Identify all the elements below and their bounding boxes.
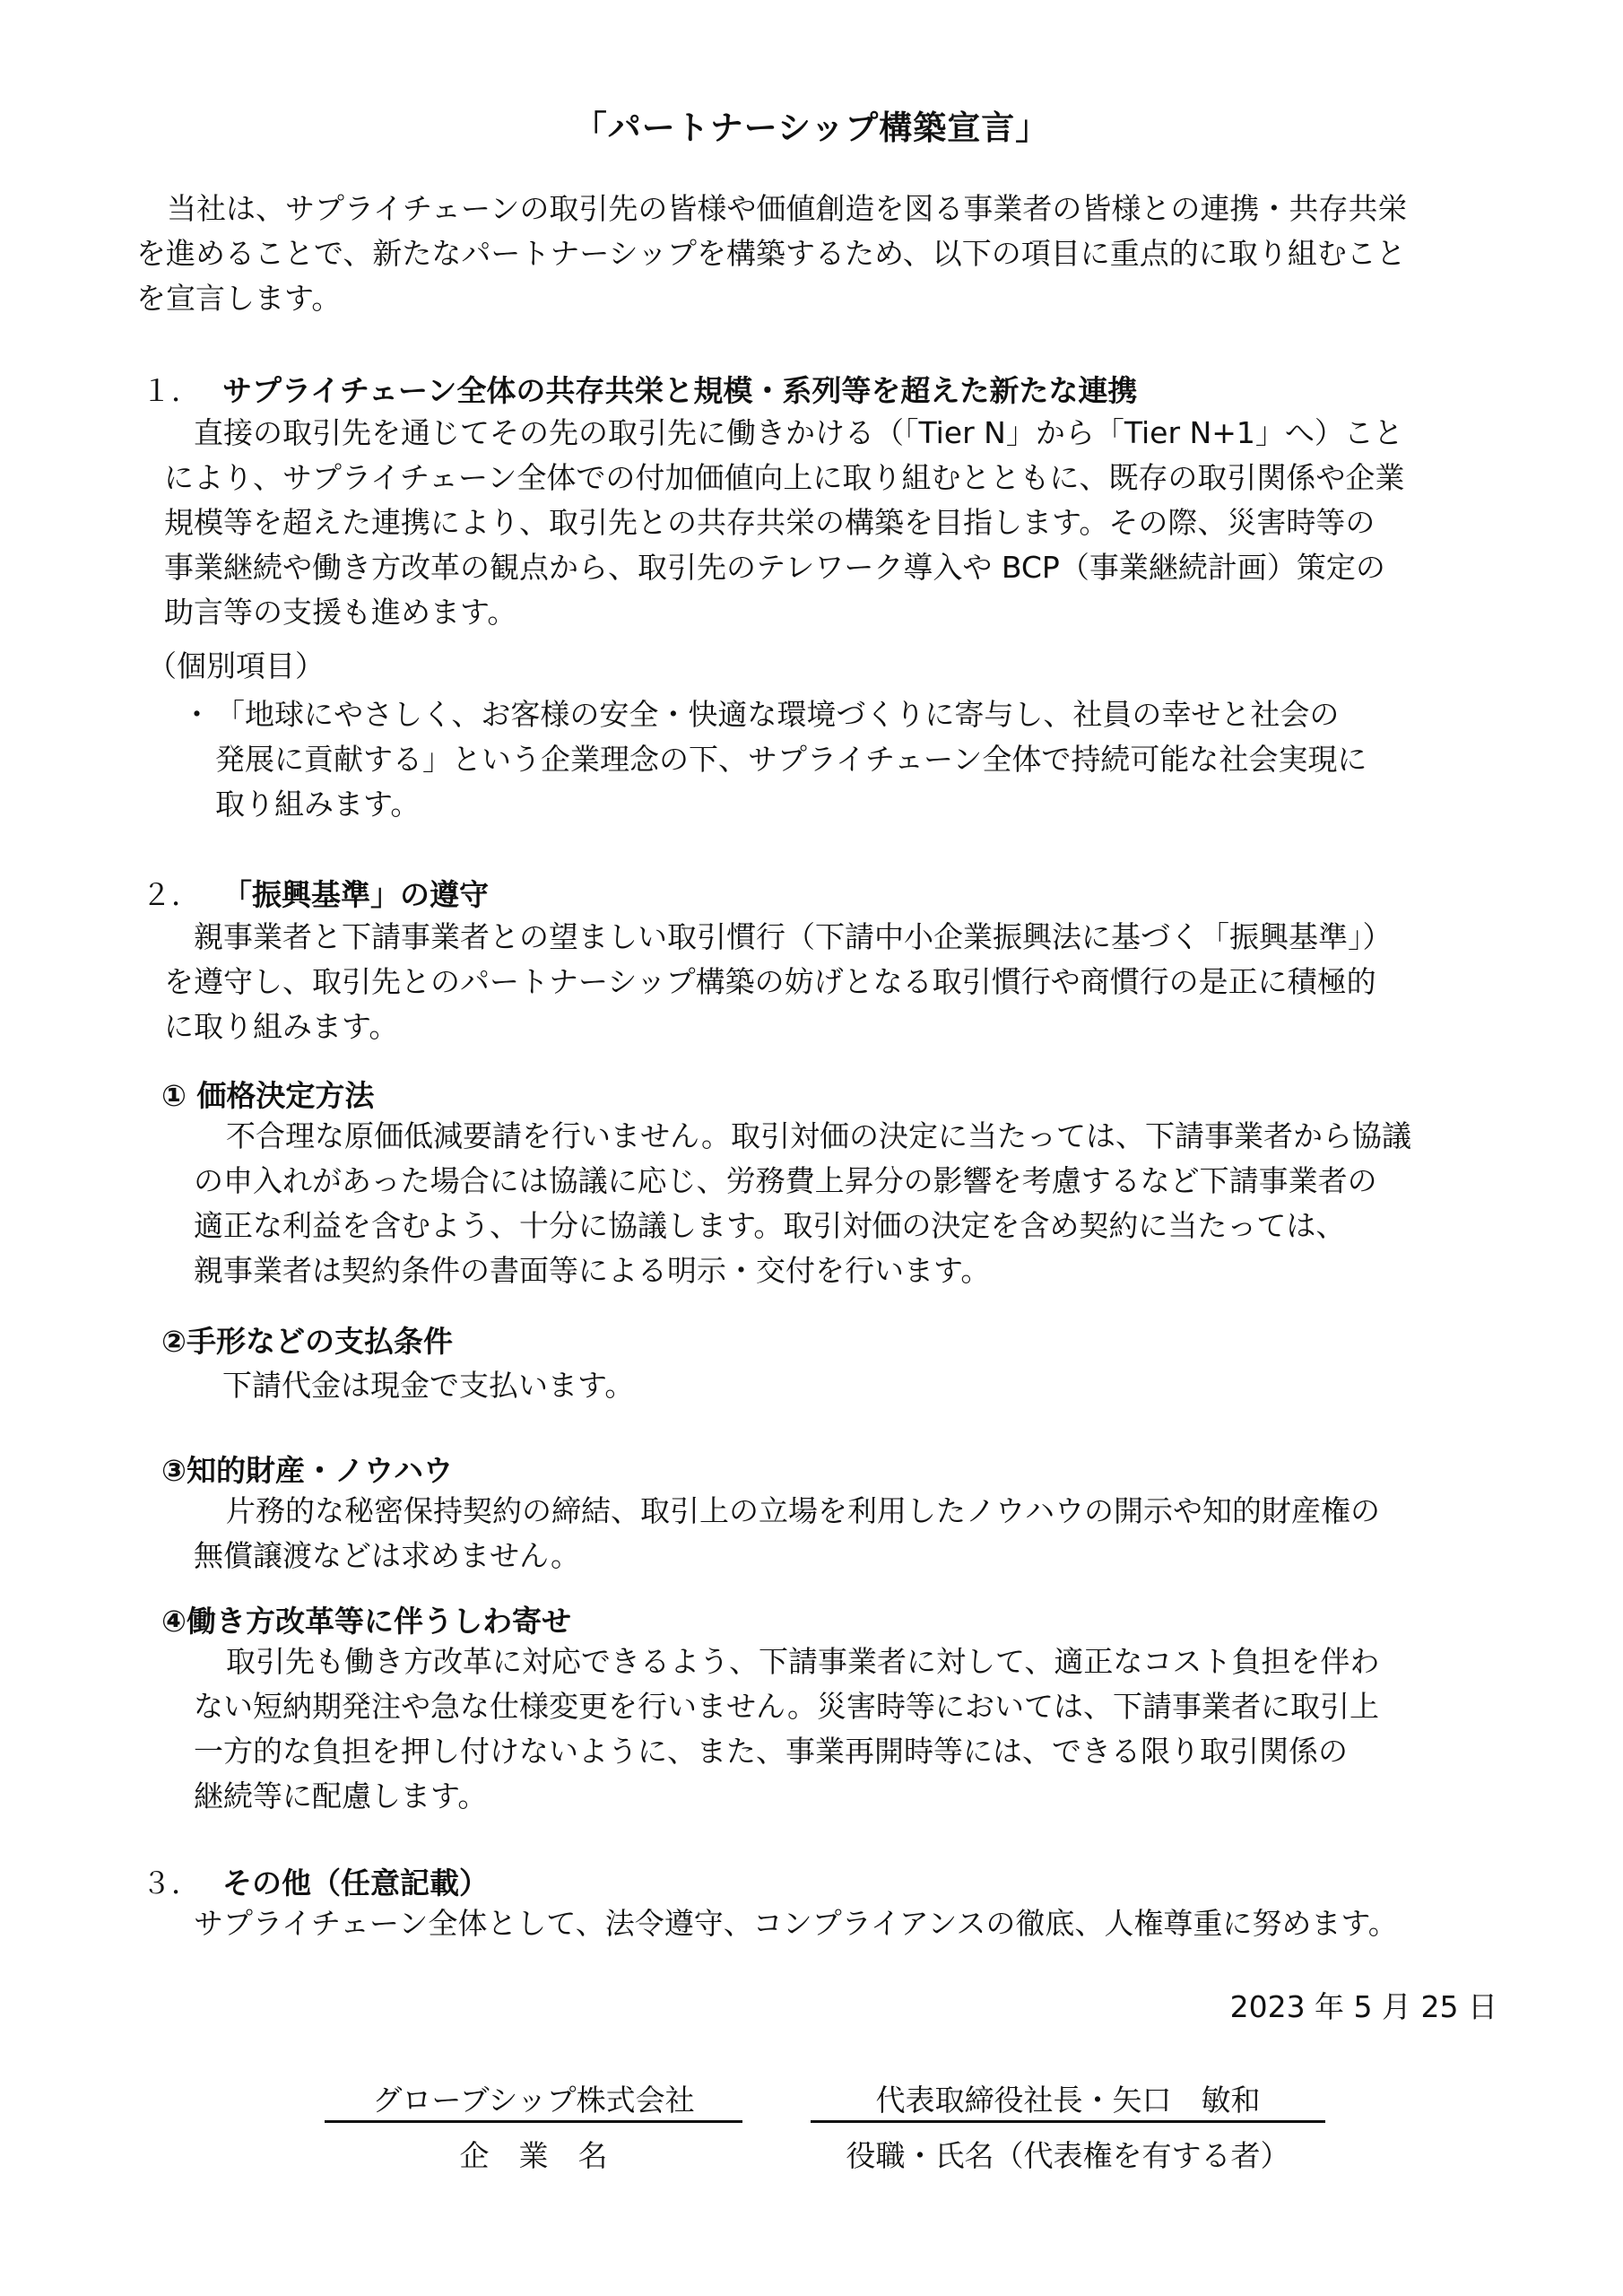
section-1-heading — [142, 368, 1137, 410]
individual-item-line-3: 取り組みます。 — [215, 787, 421, 822]
representative-name: 代表取締役社長・矢口 敏和 — [875, 2083, 1261, 2118]
sub-2-body-1: 下請代金は現金で支払います。 — [222, 1368, 635, 1403]
section-1-number: １． — [142, 373, 201, 408]
representative-underline — [811, 2120, 1325, 2123]
section-1-body-4: 事業継続や働き方改革の観点から、取引先のテレワーク導入や BCP（事業継続計画）策定の — [164, 550, 1385, 585]
individual-items-label: （個別項目） — [147, 648, 325, 683]
section-2-number: ２． — [142, 877, 201, 912]
section-1-title: サプライチェーン全体の共存共栄と規模・系列等を超えた新たな連携 — [222, 373, 1138, 408]
sub-1-body-3: 適正な利益を含むよう、十分に協議します。取引対価の決定を含め契約に当たっては、 — [194, 1208, 1346, 1243]
section-2-body-1: 親事業者と下請事業者との望ましい取引慣行（下請中小企業振興法に基づく「振興基準」） — [194, 919, 1393, 954]
sub-3-heading: ③知的財産・ノウハウ — [161, 1453, 453, 1488]
section-3-number: ３． — [142, 1866, 201, 1900]
individual-item-line-1: 「地球にやさしく、お客様の安全・快適な環境づくりに寄与し、社員の幸せと社会の — [215, 697, 1340, 732]
declaration-date: 2023 年 5 月 25 日 — [1229, 1989, 1497, 2024]
section-1-body-1: 直接の取引先を通じてその先の取引先に働きかける（「Tier N」から「Tier N+1」へ）こと — [194, 415, 1403, 450]
sub-4-body-4: 継続等に配慮します。 — [194, 1779, 488, 1813]
section-1-body-5: 助言等の支援も進めます。 — [164, 595, 517, 630]
section-2-heading — [142, 872, 489, 914]
sub-4-heading: ④働き方改革等に伴うしわ寄せ — [161, 1604, 571, 1639]
sub-1-body-2: の申入れがあった場合には協議に応じ、労務費上昇分の影響を考慮するなど下請事業者の — [194, 1163, 1377, 1198]
sub-3-body-2: 無償譲渡などは求めません。 — [194, 1538, 580, 1573]
sub-4-body-2: ない短納期発注や急な仕様変更を行いません。災害時等においては、下請事業者に取引上 — [194, 1689, 1379, 1724]
section-2-body-3: に取り組みます。 — [164, 1009, 399, 1044]
sub-2-heading: ②手形などの支払条件 — [161, 1324, 453, 1359]
sub-1-heading: ① 価格決定方法 — [161, 1078, 375, 1113]
section-2-title: 「振興基準」の遵守 — [222, 877, 489, 912]
section-3-heading — [142, 1860, 489, 1902]
company-name-underline — [325, 2120, 742, 2123]
section-3-title: その他（任意記載） — [222, 1866, 489, 1900]
intro-text-1: 当社は、サプライチェーンの取引先の皆様や価値創造を図る事業者の皆様との連携・共存共栄 — [167, 191, 1408, 226]
section-1-body-2: により、サプライチェーン全体での付加価値向上に取り組むとともに、既存の取引関係や企業 — [164, 460, 1405, 495]
document-title: 「パートナーシップ構築宣言」 — [573, 109, 1050, 147]
bullet-mark: ・ — [182, 697, 212, 732]
section-1-body-3: 規模等を超えた連携により、取引先との共存共栄の構築を目指します。その際、災害時等の — [164, 505, 1376, 540]
representative-label: 役職・氏名（代表権を有する者） — [846, 2138, 1290, 2173]
sub-1-body-4: 親事業者は契約条件の書面等による明示・交付を行います。 — [194, 1253, 991, 1288]
sub-3-body-1: 片務的な秘密保持契約の締結、取引上の立場を利用したノウハウの開示や知的財産権の — [226, 1493, 1380, 1528]
individual-item-line-2: 発展に貢献する」という企業理念の下、サプライチェーン全体で持続可能な社会実現に — [215, 742, 1367, 777]
company-name: グローブシップ株式会社 — [372, 2083, 695, 2118]
sub-4-body-1: 取引先も働き方改革に対応できるよう、下請事業者に対して、適正なコスト負担を伴わ — [226, 1644, 1380, 1679]
section-3-body-1: サプライチェーン全体として、法令遵守、コンプライアンスの徹底、人権尊重に努めます。 — [194, 1906, 1398, 1941]
intro-line-2: を進めることで、新たなパートナーシップを構築するため、以下の項目に重点的に取り組むこと — [136, 236, 1406, 271]
intro-line-1 — [136, 187, 1407, 231]
section-2-body-2: を遵守し、取引先とのパートナーシップ構築の妨げとなる取引慣行や商慣行の是正に積極的 — [164, 964, 1376, 999]
sub-1-body-1: 不合理な原価低減要請を行いません。取引対価の決定に当たっては、下請事業者から協議 — [226, 1118, 1411, 1153]
intro-line-3: を宣言します。 — [136, 281, 342, 316]
company-label: 企 業 名 — [459, 2138, 608, 2173]
sub-4-body-3: 一方的な負担を押し付けないように、また、事業再開時等には、できる限り取引関係の — [194, 1734, 1348, 1769]
